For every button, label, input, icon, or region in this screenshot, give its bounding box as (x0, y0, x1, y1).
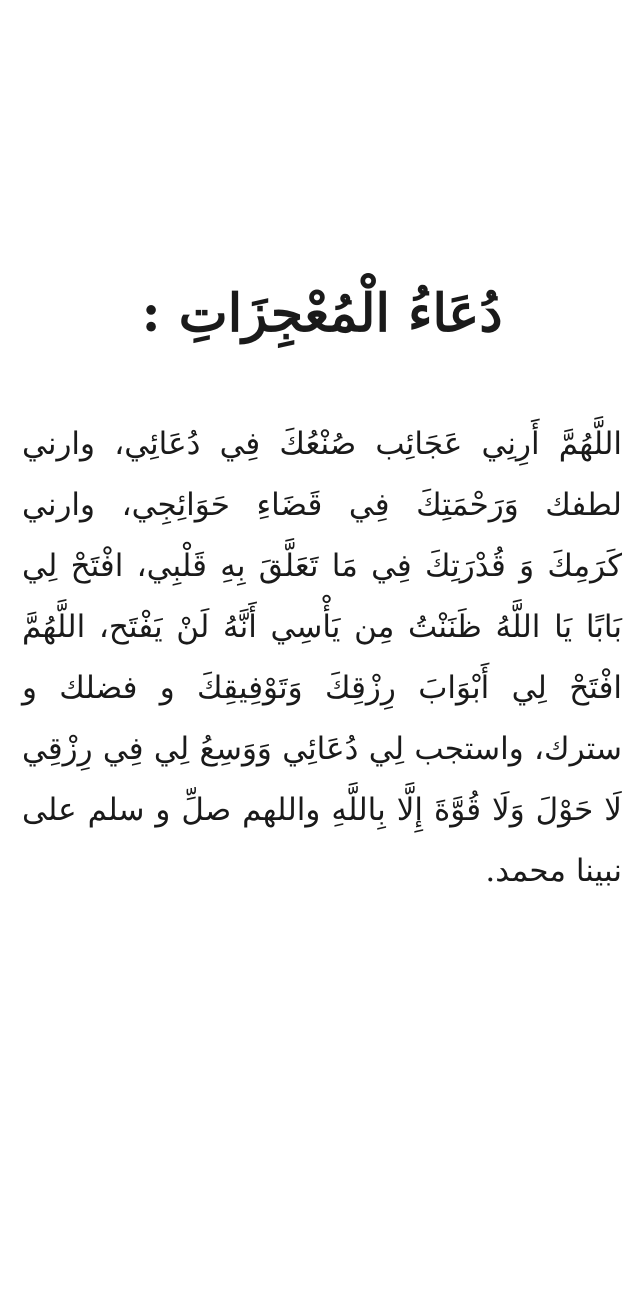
prayer-body: اللَّهُمَّ أَرِنِي عَجَائِب صُنْعُكَ فِي دُعَائِي، وارني لطفك وَرَحْمَتِكَ فِي قَضَاءِ حَوَائِجِي، وارني كَرَمِكَ وَ قُدْرَتِكَ فِي مَا تَعَلَّقَ بِهِ قَلْبِي، افْتَحْ لِي بَابًا يَا اللَّهُ ظَنَنْتُ مِن يَأْسِي أَنَّهُ لَنْ يَفْتَح، اللَّهُمَّ افْتَحْ لِي أَبْوَابَ رِزْقِكَ وَتَوْفِيقِكَ و فضلك و سترك، واستجب لِي دُعَائِي وَوَسِعُ لِي فِي رِزْقِي لَا حَوْلَ وَلَا قُوَّةَ إِلَّا بِاللَّهِ واللهم صلِّ و سلم على نبينا محمد. (22, 426, 622, 889)
prayer-title: دُعَاءُ الْمُعْجِزَاتِ : (141, 283, 503, 344)
